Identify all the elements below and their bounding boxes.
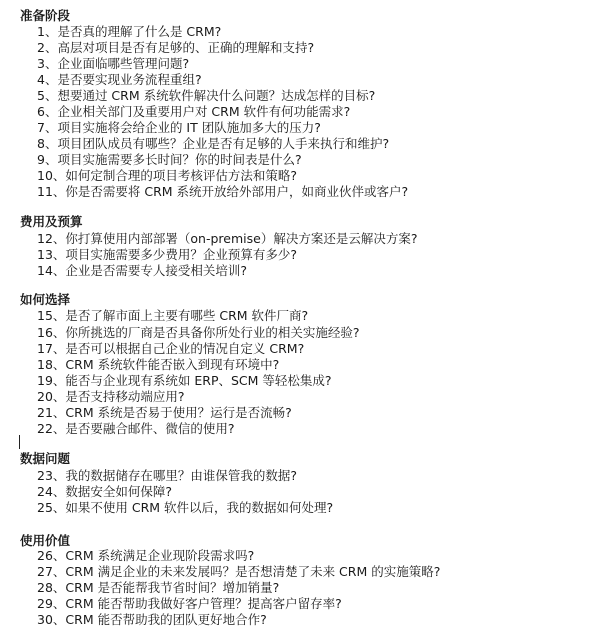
list-item: 2、高层对项目是否有足够的、正确的理解和支持? [37, 40, 315, 55]
list-item: 28、CRM 是否能帮我节省时间？增加销量? [37, 580, 280, 595]
section-title: 数据问题 [20, 451, 71, 466]
list-item: 30、CRM 能否帮助我的团队更好地合作? [37, 612, 267, 627]
list-item: 20、是否支持移动端应用? [37, 389, 185, 404]
list-item: 1、是否真的理解了什么是 CRM? [37, 24, 222, 39]
list-item: 25、如果不使用 CRM 软件以后，我的数据如何处理? [37, 500, 334, 515]
list-item: 21、CRM 系统是否易于使用？运行是否流畅? [37, 405, 292, 420]
list-item: 8、项目团队成员有哪些？企业是否有足够的人手来执行和维护? [37, 136, 390, 151]
list-item: 6、企业相关部门及重要用户对 CRM 软件有何功能需求? [37, 104, 351, 119]
list-item: 26、CRM 系统满足企业现阶段需求吗? [37, 548, 255, 563]
list-item: 4、是否要实现业务流程重组? [37, 72, 202, 87]
list-item: 15、是否了解市面上主要有哪些 CRM 软件厂商? [37, 308, 309, 323]
list-item: 23、我的数据储存在哪里？由谁保管我的数据? [37, 468, 298, 483]
list-item: 5、想要通过 CRM 系统软件解决什么问题？达成怎样的目标? [37, 88, 376, 103]
list-item: 27、CRM 满足企业的未来发展吗？是否想清楚了未来 CRM 的实施策略? [37, 564, 441, 579]
list-item: 10、如何定制合理的项目考核评估方法和策略? [37, 168, 298, 183]
list-item: 7、项目实施将会给企业的 IT 团队施加多大的压力? [37, 120, 321, 135]
list-item: 29、CRM 能否帮助我做好客户管理？提高客户留存率? [37, 596, 342, 611]
list-item: 3、企业面临哪些管理问题? [37, 56, 190, 71]
text-cursor [19, 435, 20, 449]
section-title: 使用价值 [20, 533, 71, 548]
list-item: 11、你是否需要将 CRM 系统开放给外部用户，如商业伙伴或客户? [37, 184, 409, 199]
section-title: 费用及预算 [20, 214, 83, 229]
list-item: 13、项目实施需要多少费用？企业预算有多少? [37, 247, 298, 262]
list-item: 12、你打算使用内部部署（on-premise）解决方案还是云解决方案? [37, 231, 418, 246]
list-item: 17、是否可以根据自己企业的情况自定义 CRM? [37, 341, 305, 356]
list-item: 24、数据安全如何保障? [37, 484, 173, 499]
list-item: 22、是否要融合邮件、微信的使用? [37, 421, 235, 436]
section-title: 准备阶段 [20, 8, 71, 23]
list-item: 14、企业是否需要专人接受相关培训? [37, 263, 248, 278]
list-item: 19、能否与企业现有系统如 ERP、SCM 等轻松集成? [37, 373, 332, 388]
list-item: 9、项目实施需要多长时间？你的时间表是什么? [37, 152, 302, 167]
section-title: 如何选择 [20, 292, 71, 307]
list-item: 16、你所挑选的厂商是否具备你所处行业的相关实施经验? [37, 325, 360, 340]
list-item: 18、CRM 系统软件能否嵌入到现有环境中? [37, 357, 280, 372]
